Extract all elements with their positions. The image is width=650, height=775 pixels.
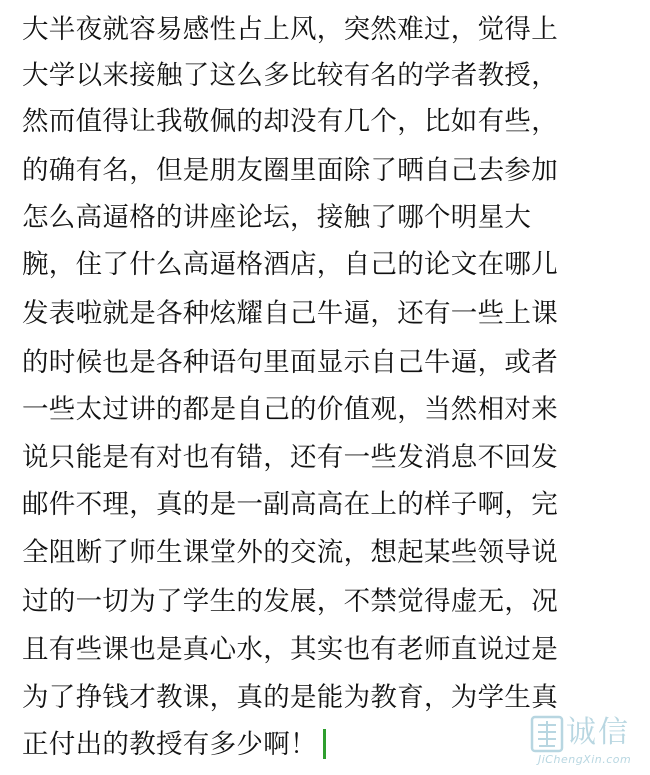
watermark-logo-icon bbox=[530, 715, 564, 753]
last-text-line[interactable] bbox=[22, 725, 326, 765]
watermark-domain: JiChengXin.com bbox=[538, 753, 632, 766]
text-line: 一些太过讲的都是自己的价值观，当然相对来 bbox=[22, 394, 558, 425]
text-line: 过的一切为了学生的发展，不禁觉得虚无，况 bbox=[22, 586, 558, 617]
text-line: 邮件不理，真的是一副高高在上的样子啊，完 bbox=[22, 489, 558, 520]
text-line: 的确有名，但是朋友圈里面除了晒自己去参加 bbox=[22, 155, 558, 186]
text-line: 发表啦就是各种炫耀自己牛逼，还有一些上课 bbox=[22, 298, 558, 329]
text-line: 全阻断了师生课堂外的交流，想起某些领导说 bbox=[22, 537, 558, 568]
text-line: 然而值得让我敬佩的却没有几个，比如有些， bbox=[22, 106, 558, 137]
text-line: 说只能是有对也有错，还有一些发消息不回发 bbox=[22, 442, 558, 473]
text-line-content: 正付出的教授有多少啊！ bbox=[22, 729, 317, 760]
text-line: 怎么高逼格的讲座论坛，接触了哪个明星大 bbox=[22, 202, 532, 233]
text-line: 为了挣钱才教课，真的是能为教育，为学生真 bbox=[22, 682, 558, 713]
text-cursor bbox=[323, 729, 326, 759]
text-line: 且有些课也是真心水，其实也有老师直说过是 bbox=[22, 634, 558, 665]
text-line: 大学以来接触了这么多比较有名的学者教授， bbox=[22, 60, 558, 91]
text-line: 大半夜就容易感性占上风，突然难过，觉得上 bbox=[22, 14, 558, 45]
text-line: 腕，住了什么高逼格酒店，自己的论文在哪儿 bbox=[22, 249, 558, 280]
site-watermark bbox=[526, 713, 644, 771]
watermark-title: 诚信 bbox=[566, 715, 630, 750]
text-line: 的时候也是各种语句里面显示自己牛逼，或者 bbox=[22, 347, 558, 378]
